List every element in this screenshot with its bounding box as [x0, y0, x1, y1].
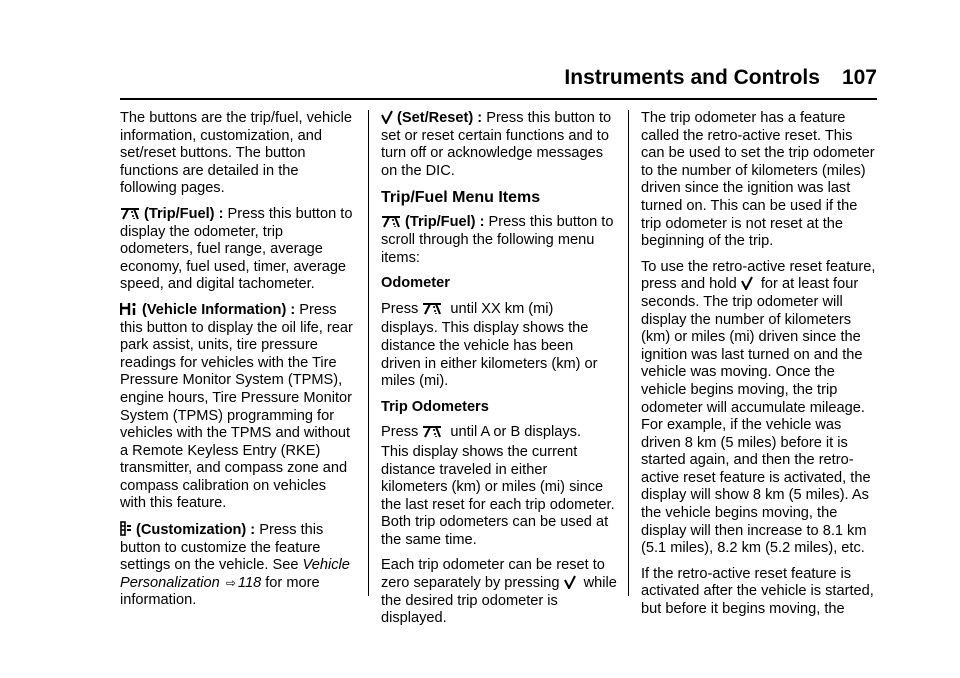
- set-reset-text: Press this button to set or reset certain functions and to turn off or acknowledge messages on the DIC.: [381, 110, 612, 179]
- trip-odometers-heading: Trip Odometers: [381, 398, 489, 415]
- trip-fuel-icon: [120, 206, 140, 220]
- reset-text-end: while the desired trip odometer is displayed.: [381, 575, 617, 627]
- trip-fuel-icon: [381, 214, 401, 228]
- customization-icon: [120, 521, 132, 536]
- trip-fuel-menu-text: Press this button to scroll through the following menu items:: [381, 214, 614, 266]
- vehicle-personalization-link[interactable]: Vehicle Personalization: [120, 557, 350, 591]
- odometer-heading: Odometer: [381, 275, 450, 292]
- column-3: [641, 110, 877, 627]
- customization-paragraph: [120, 521, 356, 610]
- trip-fuel-label: (Trip/Fuel) :: [144, 205, 224, 222]
- vehicle-info-text: Press this button to display the oil life, rear park assist, units, tire pressure readings for vehicles with the Tire Pressure Monitor System (TPMS), engine hours, Tire Pressure Monitor System (TPMS) programming for vehicles with the TPMS and without a Remote Keyless Entry (RKE) transmitter, and compass zone and compass calibration on vehicles with this feature.: [120, 301, 353, 512]
- retro-active-intro: The trip odometer has a feature called the retro-active reset. This can be used to set the trip odometer to the number of kilometers (miles) driven since the ignition was last turned on. This can be used if the trip odometer is not reset at the beginning of the trip.: [641, 110, 875, 250]
- trip-fuel-icon: [422, 301, 442, 315]
- odometer-press-word: Press: [381, 300, 419, 317]
- column-divider-1: [368, 110, 369, 596]
- column-1: [120, 110, 356, 618]
- reset-paragraph: [381, 557, 617, 627]
- vehicle-information-icon: [120, 302, 138, 316]
- reference-page-number[interactable]: 118: [237, 574, 262, 591]
- section-title: Instruments and Controls: [564, 66, 820, 89]
- checkmark-icon: [564, 575, 576, 589]
- column-2: [381, 110, 617, 636]
- set-reset-label: (Set/Reset) :: [397, 110, 483, 126]
- vehicle-info-paragraph: [120, 302, 356, 513]
- intro-paragraph: The buttons are the trip/fuel, vehicle information, customization, and set/reset buttons. The button functions are detailed in the following pages.: [120, 110, 353, 197]
- reset-text-start: Each trip odometer can be reset to zero separately by pressing: [381, 557, 605, 592]
- column-divider-2: [628, 110, 629, 596]
- customization-label: (Customization) :: [136, 522, 256, 539]
- trip-fuel-menu-paragraph: [381, 214, 617, 267]
- trip-until: until A or B displays.: [446, 424, 582, 441]
- trip-fuel-paragraph: [120, 206, 356, 294]
- customization-text: Press this button to customize the feature settings on the vehicle. See: [120, 522, 324, 574]
- trip-fuel-menu-heading: Trip/Fuel Menu Items: [381, 189, 541, 207]
- set-reset-paragraph: [381, 110, 617, 180]
- vehicle-info-label: (Vehicle Information) :: [142, 301, 296, 318]
- odometer-press-line: [381, 301, 617, 319]
- retro-active-usage: [641, 259, 877, 558]
- trip-fuel-text: Press this button to display the odometer, trip odometers, fuel range, average economy, fuel used, timer, average speed, and digital tachometer.: [120, 205, 353, 293]
- odometer-until: until XX km (mi): [446, 300, 554, 317]
- trip-press-line: [381, 424, 617, 442]
- checkmark-icon: [381, 110, 393, 124]
- page-header: [120, 66, 877, 90]
- page-reference-arrow-icon: ⇨: [225, 575, 236, 590]
- checkmark-icon: [741, 276, 753, 290]
- odometer-paragraph: displays. This display shows the distance the vehicle has been driven in either kilometers (km) or miles (mi).: [381, 320, 598, 390]
- trip-press-word: Press: [381, 424, 419, 441]
- page-number: 107: [841, 66, 877, 89]
- retro-active-usage-start: To use the retro-active reset feature, press and hold: [641, 258, 876, 293]
- trip-fuel-icon: [422, 424, 442, 438]
- retro-active-after-start: If the retro-active reset feature is activated after the vehicle is started, but before it begins moving, the: [641, 565, 874, 618]
- customization-tail: for more information.: [120, 574, 320, 609]
- retro-active-usage-end: for at least four seconds. The trip odometer will display the number of kilometers (km) or miles (mi) driven since the ignition was last turned on and the vehicle was moving. Once the vehicle begins moving, the trip odometer will accumulate mileage. For example, if the vehicle was driven 8 km (5 miles) before it is started again, and then the retro-active reset feature is activated, the display will show 8 km (5 miles). As the vehicle begins moving, the display will then increase to 8.1 km (5.1 miles), 8.2 km (5.2 miles), etc.: [641, 276, 871, 557]
- header-rule: [120, 98, 877, 100]
- trip-odometers-paragraph: This display shows the current distance traveled in either kilometers (km) or miles (mi) since the last reset for each trip odometer. Both trip odometers can be used at the same time.: [381, 443, 615, 548]
- trip-fuel-menu-label: (Trip/Fuel) :: [405, 214, 485, 231]
